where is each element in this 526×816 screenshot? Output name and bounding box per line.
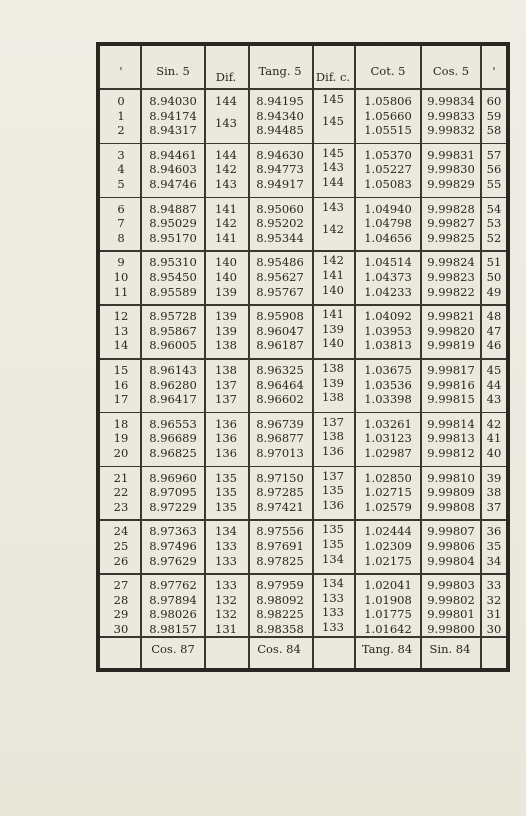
footer-sin: Cos. 87 — [151, 642, 195, 656]
cos-cell: 9.99821 — [427, 309, 475, 324]
row-group-rule — [100, 573, 506, 575]
sin-cell: 8.95170 — [149, 230, 197, 245]
minute-cell-right: 56 — [486, 162, 502, 177]
cos-cell: 9.99834 — [427, 94, 475, 108]
minute-cell: 7 — [117, 216, 125, 231]
cot-cell: 1.04092 — [364, 309, 412, 324]
dif-c-cell: 145 — [322, 92, 344, 106]
minute-cell-right: 38 — [486, 485, 502, 500]
minute-cell-right: 30 — [486, 622, 502, 636]
dif-cell: 135 — [215, 485, 237, 500]
sin-cell: 8.96417 — [149, 392, 197, 407]
cot-cell: 1.03398 — [364, 392, 412, 407]
tang-cell: 8.96047 — [256, 323, 304, 338]
column-rule — [204, 46, 206, 668]
minute-cell: 29 — [113, 607, 129, 622]
minute-cell-right: 43 — [486, 392, 502, 407]
dif-cell: 134 — [215, 524, 237, 539]
sin-cell: 8.96280 — [149, 377, 197, 392]
dif-cell: 133 — [215, 553, 237, 568]
tang-cell: 8.97825 — [256, 553, 304, 568]
tang-cell: 8.98225 — [256, 607, 304, 622]
sin-cell: 8.95728 — [149, 309, 197, 324]
sin-cell: 8.95589 — [149, 284, 197, 299]
dif-c-cell: 141 — [322, 268, 344, 282]
dif-cell: 132 — [215, 607, 237, 622]
cos-cell: 9.99804 — [427, 553, 475, 568]
minute-cell: 0 — [117, 94, 125, 108]
tang-cell: 8.95908 — [256, 309, 304, 324]
dif-c-cell: 144 — [322, 175, 344, 189]
dif-c-cell: 138 — [322, 390, 344, 405]
tang-cell: 8.97959 — [256, 578, 304, 593]
minute-cell: 14 — [113, 338, 129, 353]
dif-c-cell: 134 — [322, 576, 344, 591]
sin-cell: 8.95310 — [149, 255, 197, 270]
cos-cell: 9.99801 — [427, 607, 475, 622]
tang-cell: 8.96325 — [256, 363, 304, 377]
cot-cell: 1.05227 — [364, 162, 412, 177]
cos-cell: 9.99816 — [427, 377, 475, 392]
tang-cell: 8.98092 — [256, 592, 304, 607]
tang-cell: 8.97013 — [256, 446, 304, 460]
dif-c-cell: 143 — [322, 160, 344, 175]
minute-cell: 17 — [113, 392, 129, 407]
sin-cell: 8.94317 — [149, 123, 197, 138]
minute-cell-right: 34 — [486, 553, 502, 568]
sin-cell: 8.97095 — [149, 485, 197, 500]
cot-cell: 1.02987 — [364, 446, 412, 460]
cot-cell: 1.02444 — [364, 524, 412, 539]
minute-cell-right: 41 — [486, 431, 502, 446]
minute-cell: 3 — [117, 147, 125, 162]
tang-cell: 8.97556 — [256, 524, 304, 539]
dif-cell: 137 — [215, 377, 237, 392]
cos-cell: 9.99832 — [427, 123, 475, 138]
tang-cell: 8.94630 — [256, 147, 304, 162]
dif-cell: 139 — [215, 284, 237, 299]
footer-cot: Tang. 84 — [361, 642, 413, 656]
cos-cell: 9.99827 — [427, 216, 475, 231]
sin-cell: 8.94603 — [149, 162, 197, 177]
header-cos: Cos. 5 — [432, 64, 470, 78]
minute-cell-right: 53 — [486, 216, 502, 231]
sin-cell: 8.97894 — [149, 592, 197, 607]
minute-cell-right: 31 — [486, 607, 502, 622]
dif-c-cell: 135 — [322, 483, 344, 498]
minute-cell: 27 — [113, 578, 129, 593]
dif-c-cell: 141 — [322, 307, 344, 322]
cot-cell: 1.05660 — [364, 108, 412, 123]
cos-cell: 9.99830 — [427, 162, 475, 177]
tang-cell: 8.94773 — [256, 162, 304, 177]
dif-c-cell: 138 — [322, 361, 344, 375]
minute-cell: 2 — [117, 123, 125, 138]
cot-cell: 1.01775 — [364, 607, 412, 622]
cot-cell: 1.04373 — [364, 270, 412, 284]
dif-cell: 135 — [215, 499, 237, 514]
trig-table — [96, 42, 510, 672]
minute-cell: 19 — [113, 431, 129, 446]
minute-cell: 15 — [113, 363, 129, 377]
row-group-rule — [100, 358, 506, 360]
cos-cell: 9.99828 — [427, 201, 475, 216]
minute-cell: 5 — [117, 177, 125, 191]
row-group-rule — [100, 197, 506, 199]
cos-cell: 9.99819 — [427, 338, 475, 353]
minute-cell-right: 35 — [486, 539, 502, 553]
dif-c-cell: 142 — [322, 221, 344, 236]
tang-cell: 8.96739 — [256, 416, 304, 431]
header-dif-c: Dif. c. — [315, 70, 351, 84]
cos-cell: 9.99810 — [427, 470, 475, 485]
cos-cell: 9.99823 — [427, 270, 475, 284]
sin-cell: 8.95450 — [149, 270, 197, 284]
sin-cell: 8.97629 — [149, 553, 197, 568]
dif-c-cell: 145 — [322, 145, 344, 160]
dif-c-cell: 133 — [322, 620, 344, 634]
tang-cell: 8.94485 — [256, 123, 304, 138]
tang-cell: 8.97285 — [256, 485, 304, 500]
cot-cell: 1.02850 — [364, 470, 412, 485]
minute-cell-right: 36 — [486, 524, 502, 539]
tang-cell: 8.96877 — [256, 431, 304, 446]
header-dif: Dif. — [215, 70, 237, 84]
cot-cell: 1.03123 — [364, 431, 412, 446]
tang-cell: 8.95202 — [256, 216, 304, 231]
tang-cell: 8.95767 — [256, 284, 304, 299]
dif-cell: 137 — [215, 392, 237, 407]
dif-cell: 141 — [215, 201, 237, 216]
minute-cell-right: 54 — [486, 201, 502, 216]
dif-cell: 138 — [215, 363, 237, 377]
minute-cell-right: 44 — [486, 377, 502, 392]
dif-c-cell: 140 — [322, 336, 344, 351]
minute-cell: 21 — [113, 470, 129, 485]
tang-cell: 8.96187 — [256, 338, 304, 353]
tang-cell: 8.97150 — [256, 470, 304, 485]
dif-c-cell: 145 — [322, 113, 344, 128]
cot-cell: 1.04656 — [364, 230, 412, 245]
dif-cell: 144 — [215, 94, 237, 108]
dif-c-cell: 137 — [322, 414, 344, 429]
cos-cell: 9.99814 — [427, 416, 475, 431]
column-rule — [140, 46, 142, 668]
tang-cell: 8.95060 — [256, 201, 304, 216]
dif-cell: 133 — [215, 539, 237, 553]
sin-cell: 8.97363 — [149, 524, 197, 539]
minute-cell: 30 — [113, 622, 129, 636]
dif-cell: 139 — [215, 309, 237, 324]
dif-c-cell: 142 — [322, 253, 344, 268]
sin-cell: 8.94461 — [149, 147, 197, 162]
cot-cell: 1.04798 — [364, 216, 412, 231]
minute-cell-right: 39 — [486, 470, 502, 485]
minute-cell-right: 58 — [486, 123, 502, 138]
tang-cell: 8.97691 — [256, 539, 304, 553]
minute-cell: 13 — [113, 323, 129, 338]
column-rule — [480, 46, 482, 668]
minute-cell: 26 — [113, 553, 129, 568]
minute-cell: 4 — [117, 162, 125, 177]
cot-cell: 1.05806 — [364, 94, 412, 108]
sin-cell: 8.97229 — [149, 499, 197, 514]
minute-cell: 12 — [113, 309, 129, 324]
header-sin: Sin. 5 — [156, 64, 190, 78]
minute-cell-right: 51 — [486, 255, 502, 270]
minute-cell: 16 — [113, 377, 129, 392]
minute-cell: 22 — [113, 485, 129, 500]
minute-cell-right: 57 — [486, 147, 502, 162]
dif-c-cell: 135 — [322, 522, 344, 537]
dif-c-cell: 139 — [322, 321, 344, 336]
cos-cell: 9.99833 — [427, 108, 475, 123]
sin-cell: 8.97496 — [149, 539, 197, 553]
dif-cell: 143 — [215, 115, 237, 130]
header-minutes-right: ' — [492, 64, 496, 78]
sin-cell: 8.96825 — [149, 446, 197, 460]
cos-cell: 9.99813 — [427, 431, 475, 446]
cos-cell: 9.99824 — [427, 255, 475, 270]
cos-cell: 9.99807 — [427, 524, 475, 539]
cos-cell: 9.99802 — [427, 592, 475, 607]
cot-cell: 1.01908 — [364, 592, 412, 607]
dif-c-cell: 135 — [322, 537, 344, 551]
cot-cell: 1.02579 — [364, 499, 412, 514]
cos-cell: 9.99829 — [427, 177, 475, 191]
cot-cell: 1.04233 — [364, 284, 412, 299]
tang-cell: 8.95344 — [256, 230, 304, 245]
cot-cell: 1.02041 — [364, 578, 412, 593]
tang-cell: 8.94195 — [256, 94, 304, 108]
dif-cell: 142 — [215, 216, 237, 231]
tang-cell: 8.97421 — [256, 499, 304, 514]
cot-cell: 1.03953 — [364, 323, 412, 338]
row-group-rule — [100, 250, 506, 252]
tang-cell: 8.96602 — [256, 392, 304, 407]
tang-cell: 8.96464 — [256, 377, 304, 392]
sin-cell: 8.96005 — [149, 338, 197, 353]
cos-cell: 9.99800 — [427, 622, 475, 636]
row-group-rule — [100, 304, 506, 306]
cot-cell: 1.05515 — [364, 123, 412, 138]
sin-cell: 8.95029 — [149, 216, 197, 231]
minute-cell: 28 — [113, 592, 129, 607]
minute-cell-right: 42 — [486, 416, 502, 431]
minute-cell-right: 55 — [486, 177, 502, 191]
dif-c-cell: 139 — [322, 375, 344, 390]
minute-cell-right: 33 — [486, 578, 502, 593]
cot-cell: 1.02309 — [364, 539, 412, 553]
column-rule — [420, 46, 422, 668]
sin-cell: 8.94174 — [149, 108, 197, 123]
cos-cell: 9.99808 — [427, 499, 475, 514]
minute-cell-right: 32 — [486, 592, 502, 607]
header-minutes: ' — [119, 64, 123, 78]
minute-cell: 24 — [113, 524, 129, 539]
sin-cell: 8.96960 — [149, 470, 197, 485]
row-group-rule — [100, 88, 506, 90]
minute-cell-right: 52 — [486, 230, 502, 245]
column-rule — [354, 46, 356, 668]
dif-c-cell: 136 — [322, 444, 344, 458]
tang-cell: 8.98358 — [256, 622, 304, 636]
dif-c-cell: 137 — [322, 468, 344, 483]
minute-cell: 1 — [117, 108, 125, 123]
cos-cell: 9.99822 — [427, 284, 475, 299]
sin-cell: 8.94887 — [149, 201, 197, 216]
dif-c-cell: 134 — [322, 551, 344, 566]
cos-cell: 9.99803 — [427, 578, 475, 593]
minute-cell-right: 45 — [486, 363, 502, 377]
dif-c-cell: 140 — [322, 282, 344, 297]
dif-cell: 136 — [215, 431, 237, 446]
dif-cell: 132 — [215, 592, 237, 607]
dif-cell: 135 — [215, 470, 237, 485]
cot-cell: 1.02715 — [364, 485, 412, 500]
row-group-rule — [100, 143, 506, 145]
minute-cell: 18 — [113, 416, 129, 431]
dif-cell: 143 — [215, 177, 237, 191]
cos-cell: 9.99812 — [427, 446, 475, 460]
header-tang: Tang. 5 — [258, 64, 302, 78]
dif-c-cell: 133 — [322, 605, 344, 620]
dif-c-cell: 138 — [322, 429, 344, 444]
dif-cell: 138 — [215, 338, 237, 353]
minute-cell-right: 50 — [486, 270, 502, 284]
sin-cell: 8.94746 — [149, 177, 197, 191]
sin-cell: 8.97762 — [149, 578, 197, 593]
column-rule — [312, 46, 314, 668]
dif-cell: 142 — [215, 162, 237, 177]
tang-cell: 8.95486 — [256, 255, 304, 270]
footer-tang: Cos. 84 — [257, 642, 301, 656]
dif-cell: 139 — [215, 323, 237, 338]
cos-cell: 9.99817 — [427, 363, 475, 377]
dif-c-cell: 133 — [322, 590, 344, 605]
row-group-rule — [100, 636, 506, 638]
row-group-rule — [100, 519, 506, 521]
cot-cell: 1.04514 — [364, 255, 412, 270]
minute-cell-right: 49 — [486, 284, 502, 299]
minute-cell: 10 — [113, 270, 129, 284]
cos-cell: 9.99820 — [427, 323, 475, 338]
minute-cell: 8 — [117, 230, 125, 245]
minute-cell-right: 47 — [486, 323, 502, 338]
dif-cell: 136 — [215, 446, 237, 460]
tang-cell: 8.94917 — [256, 177, 304, 191]
dif-c-cell: 136 — [322, 497, 344, 512]
cot-cell: 1.03675 — [364, 363, 412, 377]
minute-cell-right: 59 — [486, 108, 502, 123]
column-rule — [248, 46, 250, 668]
minute-cell: 6 — [117, 201, 125, 216]
dif-cell: 140 — [215, 255, 237, 270]
minute-cell-right: 60 — [486, 94, 502, 108]
cos-cell: 9.99806 — [427, 539, 475, 553]
sin-cell: 8.98026 — [149, 607, 197, 622]
minute-cell-right: 46 — [486, 338, 502, 353]
sin-cell: 8.98157 — [149, 622, 197, 636]
minute-cell: 25 — [113, 539, 129, 553]
cot-cell: 1.03813 — [364, 338, 412, 353]
dif-cell: 140 — [215, 270, 237, 284]
tang-cell: 8.94340 — [256, 108, 304, 123]
minute-cell-right: 40 — [486, 446, 502, 460]
minute-cell-right: 48 — [486, 309, 502, 324]
minute-cell-right: 37 — [486, 499, 502, 514]
dif-cell: 144 — [215, 147, 237, 162]
row-group-rule — [100, 466, 506, 468]
cot-cell: 1.03536 — [364, 377, 412, 392]
cot-cell: 1.05370 — [364, 147, 412, 162]
minute-cell: 9 — [117, 255, 125, 270]
dif-c-cell: 143 — [322, 199, 344, 214]
cot-cell: 1.02175 — [364, 553, 412, 568]
cot-cell: 1.03261 — [364, 416, 412, 431]
cot-cell: 1.05083 — [364, 177, 412, 191]
tang-cell: 8.95627 — [256, 270, 304, 284]
sin-cell: 8.96689 — [149, 431, 197, 446]
dif-cell: 136 — [215, 416, 237, 431]
dif-cell: 141 — [215, 230, 237, 245]
minute-cell: 20 — [113, 446, 129, 460]
dif-cell: 133 — [215, 578, 237, 593]
cot-cell: 1.04940 — [364, 201, 412, 216]
sin-cell: 8.96553 — [149, 416, 197, 431]
cot-cell: 1.01642 — [364, 622, 412, 636]
sin-cell: 8.94030 — [149, 94, 197, 108]
dif-cell: 131 — [215, 622, 237, 636]
cos-cell: 9.99831 — [427, 147, 475, 162]
sin-cell: 8.96143 — [149, 363, 197, 377]
row-group-rule — [100, 412, 506, 414]
minute-cell: 23 — [113, 499, 129, 514]
footer-cos: Sin. 84 — [429, 642, 471, 656]
cos-cell: 9.99809 — [427, 485, 475, 500]
cos-cell: 9.99825 — [427, 230, 475, 245]
cos-cell: 9.99815 — [427, 392, 475, 407]
header-cot: Cot. 5 — [370, 64, 406, 78]
minute-cell: 11 — [113, 284, 129, 299]
sin-cell: 8.95867 — [149, 323, 197, 338]
